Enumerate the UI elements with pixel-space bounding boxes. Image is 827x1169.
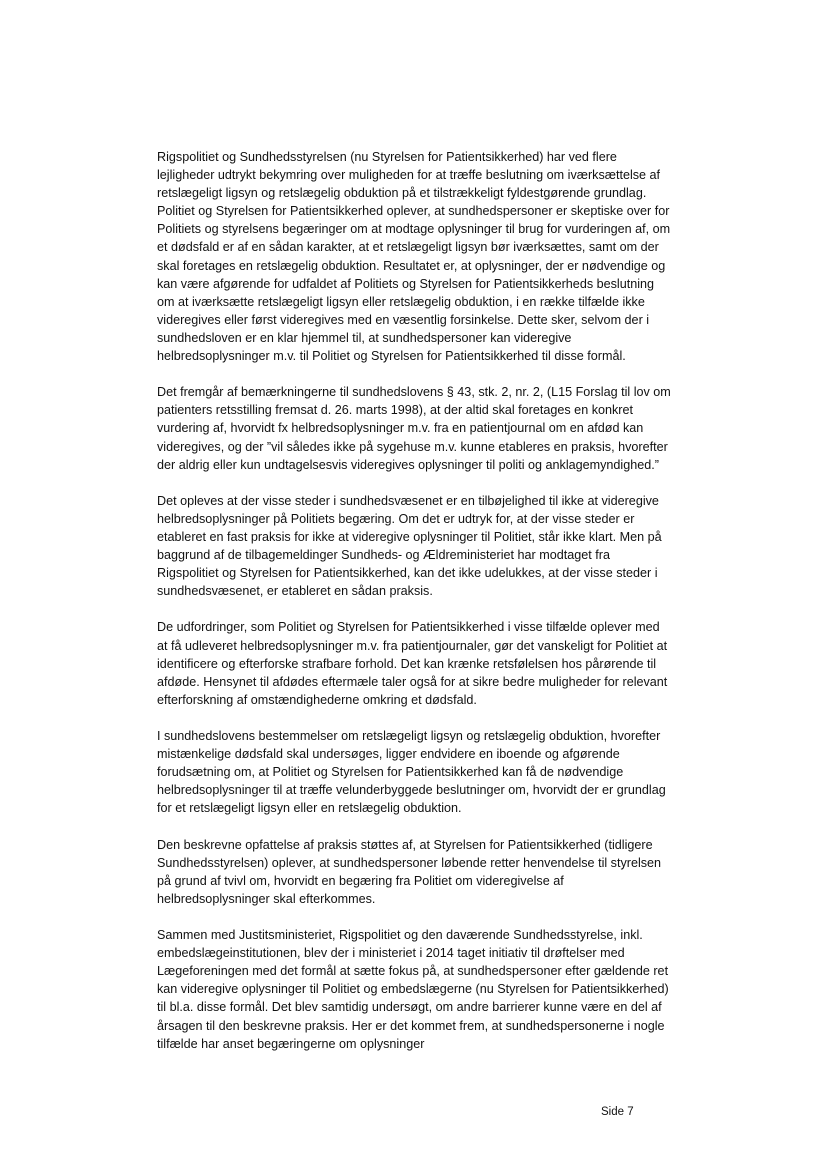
page-number: Side 7 xyxy=(601,1106,634,1118)
paragraph-8: Sammen med Justitsministeriet, Rigspolitiet og den daværende Sundhedsstyrelse, inkl. embedslægeinstitutionen, blev der i ministeriet i 2014 taget initiativ til drøftelser med Lægeforeningen med det formål at sætte fokus på, at sundhedspersoner efter gældende ret kan videregive oplysninger til Politiet og embedslægerne (nu Styrelsen for Patientsikkerhed) til bl.a. disse formål. Det blev samtidig undersøgt, om andre barrierer kunne være en del af årsagen til den beskrevne praksis. Her er det kommet frem, at sundhedspersonerne i nogle tilfælde har anset begæringerne om oplysninger xyxy=(157,928,669,1051)
paragraph-5: De udfordringer, som Politiet og Styrelsen for Patientsikkerhed i visse tilfælde oplever med at få udleveret helbredsoplysninger m.v. fra patientjournaler, gør det vanskeligt for Politiet at identificere og efterforske strafbare forhold. Det kan krænke retsfølelsen hos pårørende til afdøde. Hensynet til afdødes eftermæle taler også for at sikre bedre muligheder for relevant efterforskning af omstændighederne omkring et dødsfald. xyxy=(157,620,668,707)
paragraph-3: Det fremgår af bemærkningerne til sundhedslovens § 43, stk. 2, nr. 2, (L15 Forslag til lov om patienters retsstilling fremsat d. 26. marts 1998), at der altid skal foretages en konkret vurdering af, hvorvidt fx helbredsoplysninger m.v. fra en patientjournal om en afdød kan videregives, og der ”vil således ikke på sygehuse m.v. kunne etableres en praksis, hvorefter der aldrig eller kun undtagelsesvis videregives oplysninger til politi og anklagemyndighed.” xyxy=(157,385,671,472)
paragraph-2: Politiet og Styrelsen for Patientsikkerhed oplever, at sundhedspersoner er skeptiske over for Politiets og styrelsens begæringer om at modtage oplysninger til brug for vurderingen af, om et dødsfald er af en sådan karakter, at et retslægeligt ligsyn bør iværksættes, samt om der skal foretages en retslægelig obduktion. Resultatet er, at oplysninger, der er nødvendige og kan være afgørende for udfaldet af Politiets og Styrelsen for Patientsikkerheds beslutning om at iværksætte retslægeligt ligsyn eller retslægelig obduktion, i en række tilfælde ikke videregives eller først videregives med en væsentlig forsinkelse. Dette sker, selvom der i sundhedsloven er en klar hjemmel til, at sundhedspersoner kan videregive helbredsoplysninger m.v. til Politiet og Styrelsen for Patientsikkerhed til disse formål. xyxy=(157,204,671,364)
paragraph-7: Den beskrevne opfattelse af praksis støttes af, at Styrelsen for Patientsikkerhed (tidligere Sundhedsstyrelsen) oplever, at sundhedspersoner løbende retter henvendelse til styrelsen på grund af tvivl om, hvorvidt en begæring fra Politiet om videregivelse af helbredsoplysninger skal efterkommes. xyxy=(157,837,662,906)
paragraph-6: I sundhedslovens bestemmelser om retslægeligt ligsyn og retslægelig obduktion, hvorefter mistænkelige dødsfald skal undersøges, ligger endvidere en iboende og afgørende forudsætning om, at Politiet og Styrelsen for Patientsikkerhed kan få de nødvendige helbredsoplysninger til at træffe velunderbyggede beslutninger om, hvorvidt der er grundlag for et retslægeligt ligsyn eller en retslægelig obduktion. xyxy=(157,729,666,816)
paragraph-1: Rigspolitiet og Sundhedsstyrelsen (nu Styrelsen for Patientsikkerhed) har ved flere lejligheder udtrykt bekymring over muligheden for at træffe beslutning om iværksættelse af retslægeligt ligsyn og retslægelig obduktion på et tilstrækkeligt fyldestgørende grundlag. xyxy=(157,150,661,201)
body-text xyxy=(157,148,673,1053)
paragraph-4: Det opleves at der visse steder i sundhedsvæsenet er en tilbøjelighed til ikke at videregive helbredsoplysninger på Politiets begæring. Om det er udtryk for, at der visse steder er etableret en fast praksis for ikke at videregive oplysninger til Politiet, står ikke klart. Men på baggrund af de tilbagemeldinger Sundheds- og Ældreministeriet har modtaget fra Rigspolitiet og Styrelsen for Patientsikkerhed, kan det ikke udelukkes, at der visse steder i sundhedsvæsenet, er etableret en sådan praksis. xyxy=(157,493,662,599)
